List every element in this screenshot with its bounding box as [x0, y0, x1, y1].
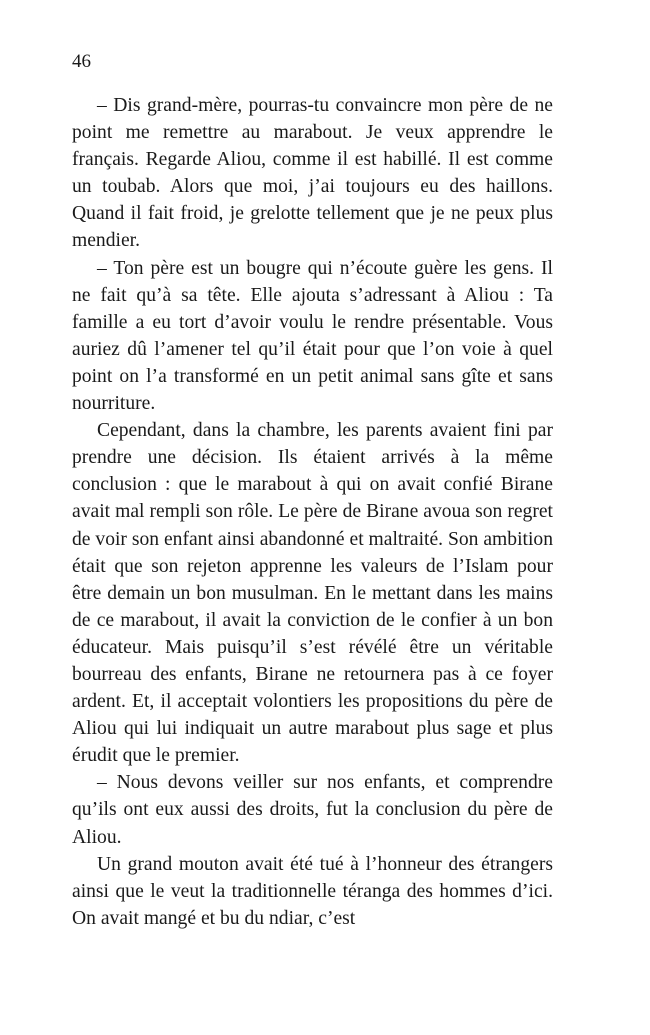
paragraph-2: – Ton père est un bougre qui n’écoute guère les gens. Il ne fait qu’à sa tête. Elle ajouta s’adressant à Aliou : Ta famille a eu tort d’avoir voulu le rendre présentable. Vous auriez dû l’amener tel qu’il était pour que l’on voie à quel point on l’a transformé en un petit animal sans gîte et sans nourriture.	[72, 257, 553, 415]
body-text	[72, 92, 553, 932]
page-number: 46	[72, 51, 91, 72]
paragraph-1: – Dis grand-mère, pourras-tu convaincre mon père de ne point me remettre au marabout. Je veux apprendre le français. Regarde Aliou, comme il est habillé. Il est comme un toubab. Alors que moi, j’ai toujours eu des haillons. Quand il fait froid, je grelotte tellement que je ne peux plus mendier.	[72, 95, 553, 252]
paragraph-3: Cependant, dans la chambre, les parents avaient fini par prendre une décision. Ils étaient arrivés à la même conclusion : que le marabout à qui on avait confié Birane avait mal rempli son rôle. Le père de Birane avoua son regret de voir son enfant ainsi abandonné et maltraité. Son ambition était que son rejeton apprenne les valeurs de l’Islam pour être demain un bon musulman. En le mettant dans les mains de ce marabout, il avait la conviction de le confier à un bon éducateur. Mais puisqu’il s’est révélé être un véritable bourreau des enfants, Birane ne retournera pas à ce foyer ardent. Et, il acceptait volontiers les propositions du père de Aliou qui lui indiquait un autre marabout plus sage et plus érudit que le premier.	[72, 420, 554, 767]
paragraph-5: Un grand mouton avait été tué à l’honneur des étrangers ainsi que le veut la traditionnelle téranga des hommes d’ici. On avait mangé et bu du ndiar, c’est	[72, 853, 553, 929]
paragraph-4: – Nous devons veiller sur nos enfants, et comprendre qu’ils ont eux aussi des droits, fut la conclusion du père de Aliou.	[72, 772, 553, 848]
